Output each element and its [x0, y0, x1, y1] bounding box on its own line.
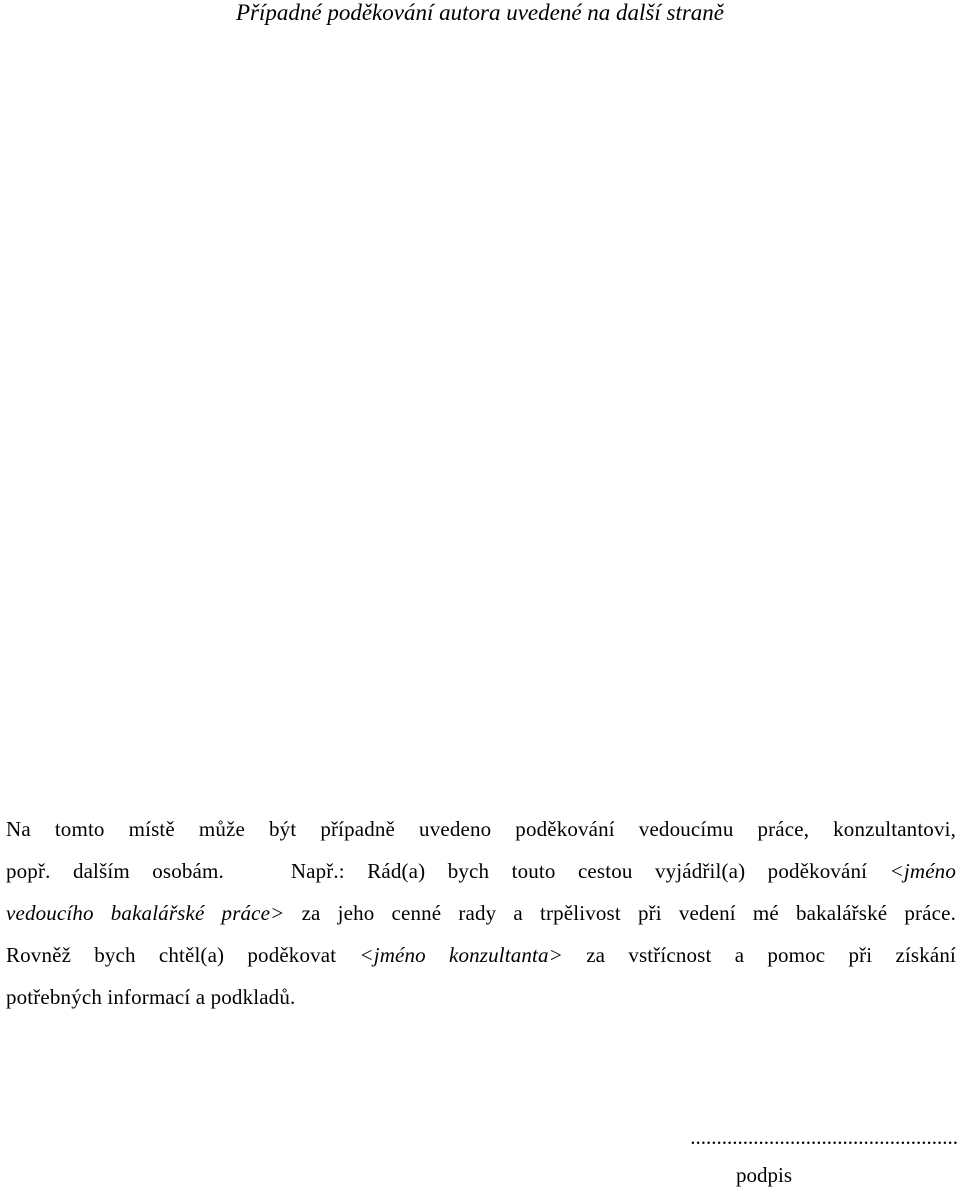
- line-3-text: za jeho cenné rady a trpělivost při vedení mé bakalářské práce.: [301, 901, 956, 925]
- paragraph-line-3: [6, 892, 956, 934]
- signature-block: [590, 1124, 958, 1187]
- line-5-text: potřebných informací a podkladů.: [6, 985, 296, 1009]
- line-4-text-c: za vstřícnost a pomoc při získání: [586, 943, 956, 967]
- paragraph-line-5: [6, 976, 956, 1018]
- paragraph-line-4: [6, 934, 956, 976]
- line-2-text-b: Např.: Rád(a) bych touto cestou vyjádřil(a) poděkování: [290, 859, 890, 883]
- line-2-text-a: popř. dalším osobám.: [6, 859, 224, 883]
- paragraph-line-2: [6, 850, 956, 892]
- signature-dotted-line: ...................................................: [690, 1125, 958, 1149]
- consultant-name-placeholder: <jméno konzultanta>: [359, 943, 563, 967]
- line-4-text-a: Rovněž bych chtěl(a) poděkovat: [6, 943, 360, 967]
- supervisor-name-placeholder-start: <jméno: [889, 859, 956, 883]
- header-note: Případné poděkování autora uvedené na další straně: [235, 0, 725, 25]
- acknowledgement-paragraph: [6, 808, 956, 1018]
- paragraph-line-1: [6, 808, 956, 850]
- supervisor-name-placeholder-end: vedoucího bakalářské práce>: [6, 901, 285, 925]
- line-1-text: Na tomto místě může být případně uvedeno poděkování vedoucímu práce, konzultantovi,: [6, 817, 956, 841]
- signature-label: podpis: [736, 1163, 793, 1187]
